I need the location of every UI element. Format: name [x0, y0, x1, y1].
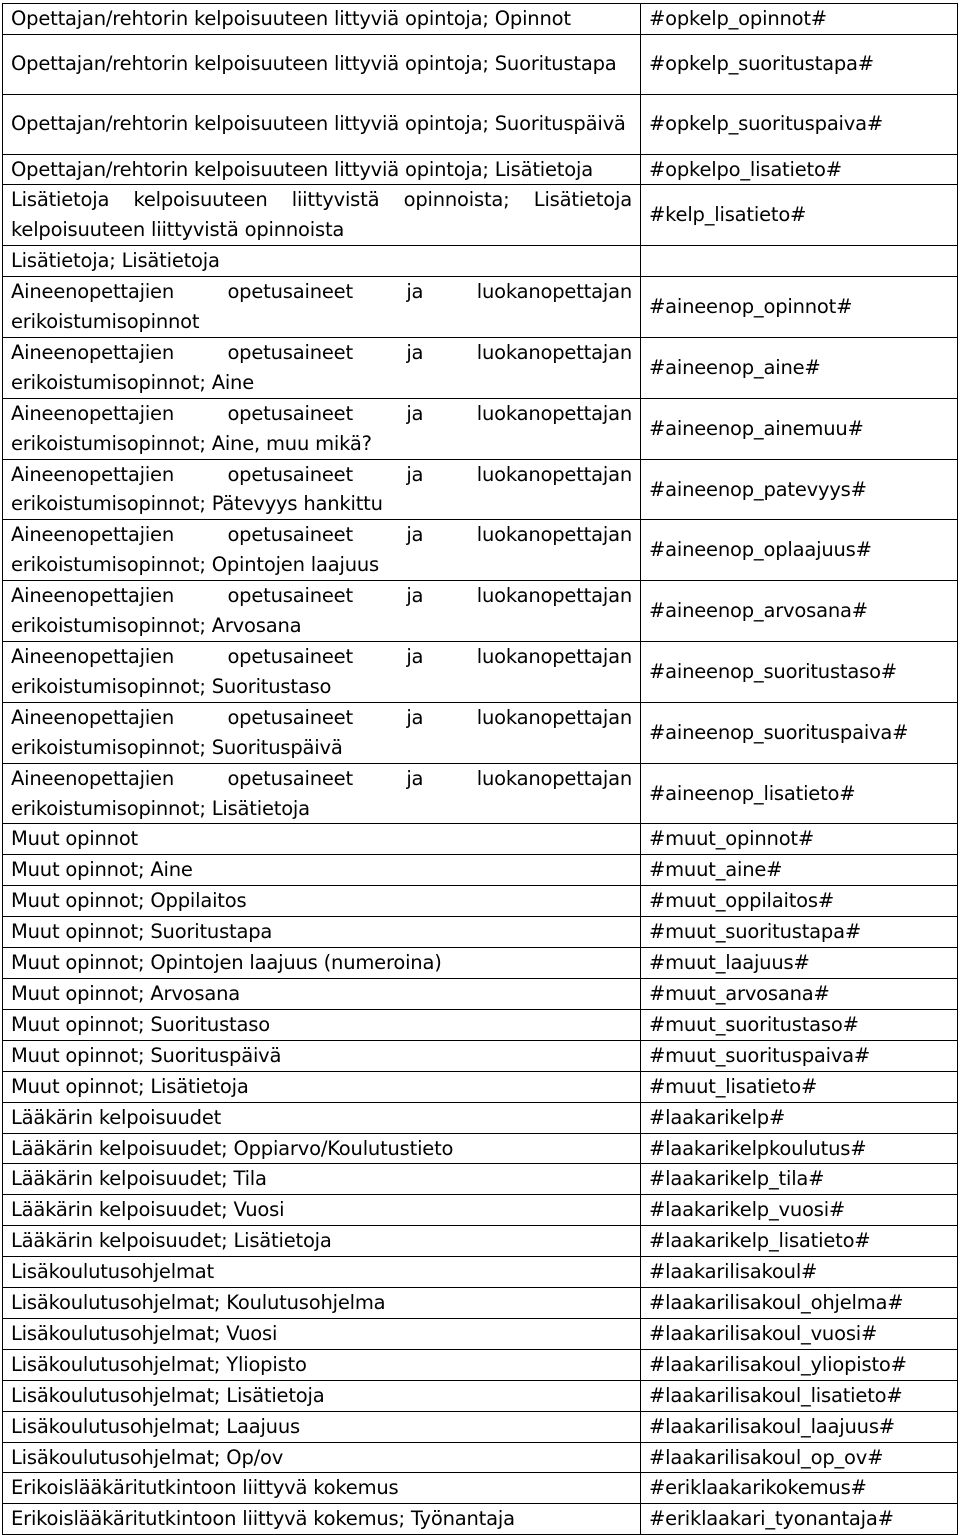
field-label-cell: Aineenopettajien opetusaineet ja luokanopettajan erikoistumisopinnot; Suorituspäivä: [3, 702, 641, 763]
table-row: [3, 1102, 958, 1133]
table-row: [3, 34, 958, 94]
table-row: [3, 763, 958, 824]
table-row: [3, 1288, 958, 1319]
field-label-cell: Opettajan/rehtorin kelpoisuuteen littyviä opintoja; Opinnot: [3, 4, 641, 35]
field-label-cell: Lisäkoulutusohjelmat; Laajuus: [3, 1411, 641, 1442]
field-label-cell: Aineenopettajien opetusaineet ja luokanopettajan erikoistumisopinnot; Aine: [3, 337, 641, 398]
field-code-cell: #laakarilisakoul_laajuus#: [641, 1411, 958, 1442]
field-label-cell: Lisäkoulutusohjelmat; Lisätietoja: [3, 1380, 641, 1411]
field-label-cell: Lääkärin kelpoisuudet; Lisätietoja: [3, 1226, 641, 1257]
table-row: [3, 702, 958, 763]
field-code-cell: #aineenop_suoritustaso#: [641, 642, 958, 703]
field-code-cell: #muut_aine#: [641, 855, 958, 886]
field-code-cell: #laakarilisakoul_ohjelma#: [641, 1288, 958, 1319]
field-label-cell: Muut opinnot; Oppilaitos: [3, 886, 641, 917]
field-label-cell: Lisäkoulutusohjelmat; Op/ov: [3, 1442, 641, 1473]
field-label-cell: Erikoislääkäritutkintoon liittyvä kokemus: [3, 1473, 641, 1504]
table-row: [3, 154, 958, 185]
field-label-cell: Lääkärin kelpoisuudet; Vuosi: [3, 1195, 641, 1226]
table-row: [3, 1380, 958, 1411]
field-label-cell: Muut opinnot: [3, 824, 641, 855]
field-label-cell: Opettajan/rehtorin kelpoisuuteen littyviä opintoja; Suorituspäivä: [3, 94, 641, 154]
table-row: [3, 855, 958, 886]
table-row: [3, 1349, 958, 1380]
field-code-cell: #opkelp_suoritustapa#: [641, 34, 958, 94]
table-row: [3, 94, 958, 154]
table-row: [3, 459, 958, 520]
field-code-cell: #opkelpo_lisatieto#: [641, 154, 958, 185]
table-body: [3, 4, 958, 1535]
table-row: [3, 1226, 958, 1257]
field-code-cell: #muut_suorituspaiva#: [641, 1040, 958, 1071]
field-label-cell: Lääkärin kelpoisuudet; Oppiarvo/Koulutustieto: [3, 1133, 641, 1164]
field-label-cell: Aineenopettajien opetusaineet ja luokanopettajan erikoistumisopinnot: [3, 277, 641, 338]
field-label-cell: Erikoislääkäritutkintoon liittyvä kokemus; Työnantaja: [3, 1504, 641, 1535]
field-code-cell: #eriklaakari_tyonantaja#: [641, 1504, 958, 1535]
field-code-cell: #aineenop_ainemuu#: [641, 398, 958, 459]
field-code-cell: #laakarikelp_vuosi#: [641, 1195, 958, 1226]
field-label-cell: Muut opinnot; Aine: [3, 855, 641, 886]
field-code-cell: #aineenop_patevyys#: [641, 459, 958, 520]
field-code-cell: #kelp_lisatieto#: [641, 185, 958, 246]
table-row: [3, 1133, 958, 1164]
table-row: [3, 642, 958, 703]
field-label-cell: Lisäkoulutusohjelmat; Yliopisto: [3, 1349, 641, 1380]
field-label-cell: Muut opinnot; Suorituspäivä: [3, 1040, 641, 1071]
field-code-cell: [641, 246, 958, 277]
field-label-cell: Muut opinnot; Suoritustapa: [3, 917, 641, 948]
table-row: [3, 1473, 958, 1504]
field-code-cell: #laakarilisakoul#: [641, 1257, 958, 1288]
field-label-cell: Muut opinnot; Opintojen laajuus (numeroina): [3, 948, 641, 979]
table-row: [3, 4, 958, 35]
field-label-cell: Aineenopettajien opetusaineet ja luokanopettajan erikoistumisopinnot; Aine, muu mikä?: [3, 398, 641, 459]
field-code-cell: #muut_suoritustapa#: [641, 917, 958, 948]
field-code-cell: #aineenop_lisatieto#: [641, 763, 958, 824]
table-row: [3, 520, 958, 581]
table-row: [3, 185, 958, 246]
field-label-cell: Opettajan/rehtorin kelpoisuuteen littyviä opintoja; Lisätietoja: [3, 154, 641, 185]
table-row: [3, 978, 958, 1009]
field-code-cell: #laakarikelp#: [641, 1102, 958, 1133]
field-label-cell: Muut opinnot; Suoritustaso: [3, 1009, 641, 1040]
field-code-cell: #muut_suoritustaso#: [641, 1009, 958, 1040]
field-label-cell: Lisätietoja kelpoisuuteen liittyvistä opinnoista; Lisätietoja kelpoisuuteen liittyvistä opinnoista: [3, 185, 641, 246]
field-code-cell: #aineenop_opinnot#: [641, 277, 958, 338]
field-code-cell: #laakarikelp_lisatieto#: [641, 1226, 958, 1257]
field-label-cell: Muut opinnot; Arvosana: [3, 978, 641, 1009]
table-row: [3, 1040, 958, 1071]
field-label-cell: Muut opinnot; Lisätietoja: [3, 1071, 641, 1102]
table-row: [3, 337, 958, 398]
table-row: [3, 948, 958, 979]
field-label-cell: Aineenopettajien opetusaineet ja luokanopettajan erikoistumisopinnot; Arvosana: [3, 581, 641, 642]
field-label-cell: Lääkärin kelpoisuudet; Tila: [3, 1164, 641, 1195]
field-code-cell: #muut_arvosana#: [641, 978, 958, 1009]
field-code-cell: #eriklaakarikokemus#: [641, 1473, 958, 1504]
field-label-cell: Aineenopettajien opetusaineet ja luokanopettajan erikoistumisopinnot; Lisätietoja: [3, 763, 641, 824]
table-row: [3, 581, 958, 642]
table-row: [3, 824, 958, 855]
table-row: [3, 1257, 958, 1288]
field-code-cell: #aineenop_oplaajuus#: [641, 520, 958, 581]
table-row: [3, 1318, 958, 1349]
table-row: [3, 1411, 958, 1442]
table-row: [3, 1009, 958, 1040]
field-code-cell: #muut_laajuus#: [641, 948, 958, 979]
field-label-cell: Lisäkoulutusohjelmat; Koulutusohjelma: [3, 1288, 641, 1319]
field-code-cell: #laakarilisakoul_op_ov#: [641, 1442, 958, 1473]
field-label-cell: Aineenopettajien opetusaineet ja luokanopettajan erikoistumisopinnot; Opintojen laajuus: [3, 520, 641, 581]
field-label-cell: Lisäkoulutusohjelmat: [3, 1257, 641, 1288]
table-row: [3, 1195, 958, 1226]
table-row: [3, 277, 958, 338]
field-code-cell: #laakarikelp_tila#: [641, 1164, 958, 1195]
field-code-cell: #muut_oppilaitos#: [641, 886, 958, 917]
table-row: [3, 917, 958, 948]
field-label-cell: Aineenopettajien opetusaineet ja luokanopettajan erikoistumisopinnot; Pätevyys hankittu: [3, 459, 641, 520]
table-row: [3, 1164, 958, 1195]
field-code-cell: #muut_opinnot#: [641, 824, 958, 855]
field-code-cell: #opkelp_suorituspaiva#: [641, 94, 958, 154]
table-row: [3, 246, 958, 277]
field-code-cell: #laakarikelpkoulutus#: [641, 1133, 958, 1164]
table-row: [3, 886, 958, 917]
table-row: [3, 398, 958, 459]
field-mapping-table: [2, 3, 958, 1535]
field-code-cell: #muut_lisatieto#: [641, 1071, 958, 1102]
field-label-cell: Opettajan/rehtorin kelpoisuuteen littyviä opintoja; Suoritustapa: [3, 34, 641, 94]
field-code-cell: #opkelp_opinnot#: [641, 4, 958, 35]
field-label-cell: Lääkärin kelpoisuudet: [3, 1102, 641, 1133]
table-row: [3, 1071, 958, 1102]
field-code-cell: #aineenop_arvosana#: [641, 581, 958, 642]
field-code-cell: #aineenop_aine#: [641, 337, 958, 398]
field-label-cell: Aineenopettajien opetusaineet ja luokanopettajan erikoistumisopinnot; Suoritustaso: [3, 642, 641, 703]
field-label-cell: Lisätietoja; Lisätietoja: [3, 246, 641, 277]
field-code-cell: #laakarilisakoul_yliopisto#: [641, 1349, 958, 1380]
field-code-cell: #aineenop_suorituspaiva#: [641, 702, 958, 763]
field-code-cell: #laakarilisakoul_lisatieto#: [641, 1380, 958, 1411]
field-code-cell: #laakarilisakoul_vuosi#: [641, 1318, 958, 1349]
field-label-cell: Lisäkoulutusohjelmat; Vuosi: [3, 1318, 641, 1349]
table-row: [3, 1442, 958, 1473]
table-row: [3, 1504, 958, 1535]
